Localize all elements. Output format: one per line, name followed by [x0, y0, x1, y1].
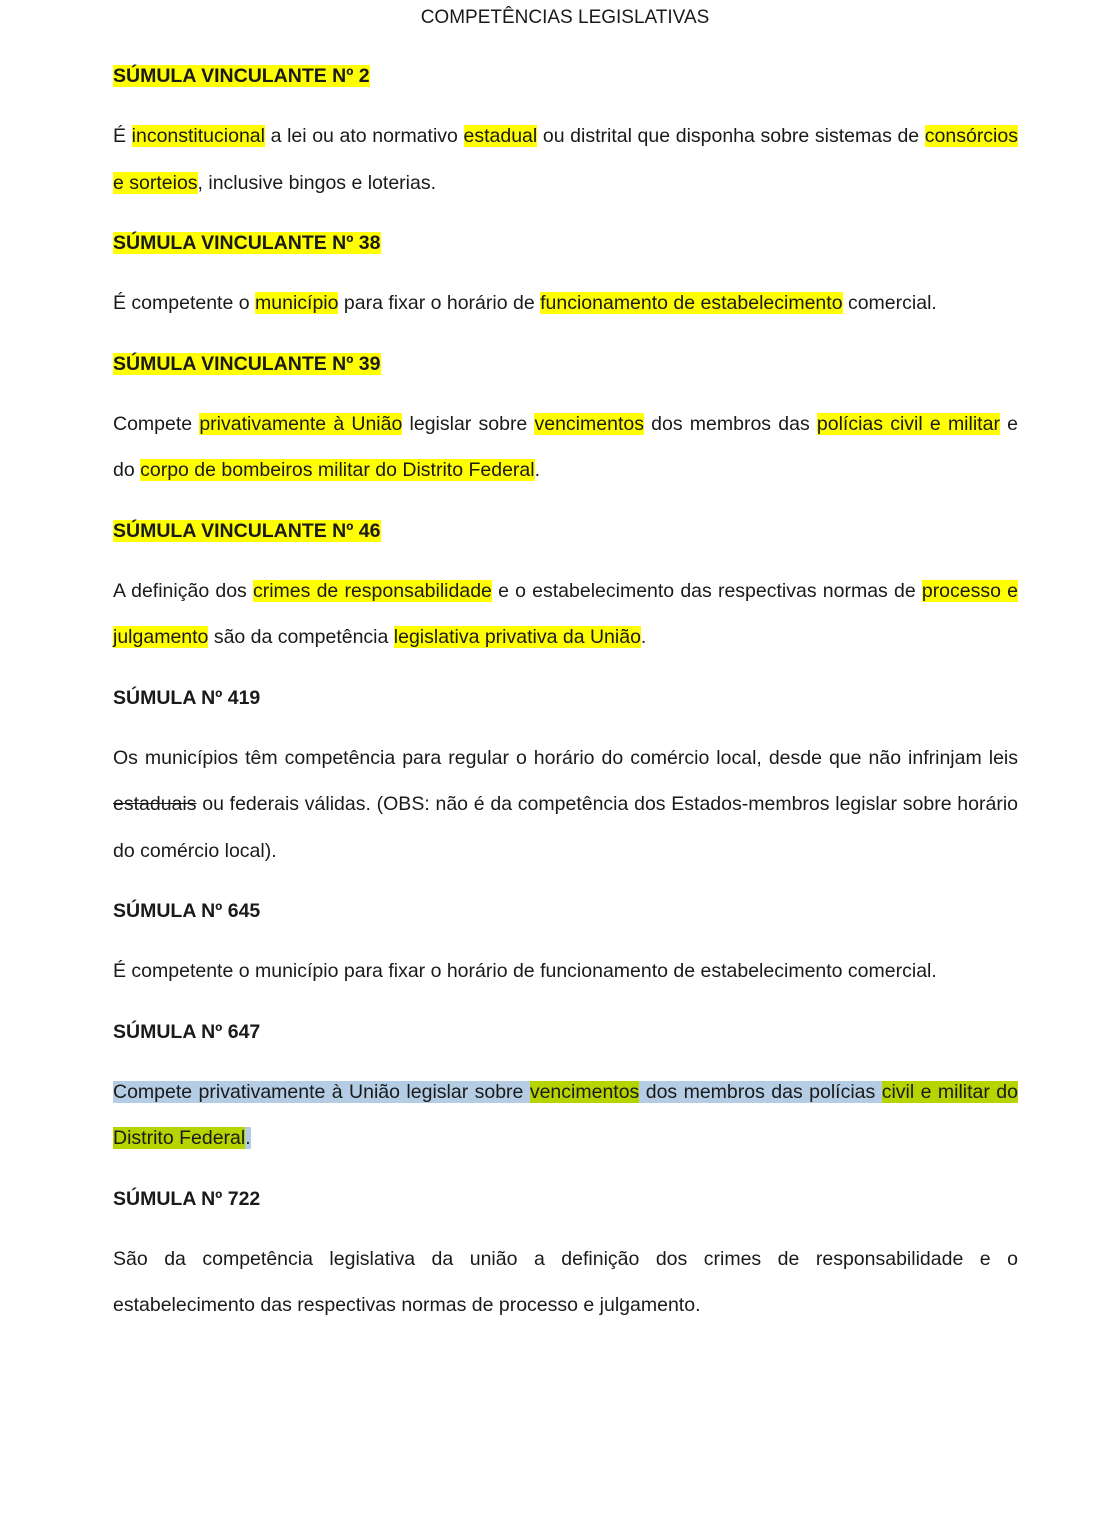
sumula-text — [113, 1236, 1018, 1329]
sumula-heading — [113, 508, 1018, 554]
paragraph-text — [113, 580, 1018, 649]
highlighted-text: vencimentos — [529, 1080, 640, 1103]
paragraph-text — [113, 292, 937, 314]
sumula-text — [113, 568, 1018, 661]
text-run: É competente o município para fixar o horário de funcionamento de estabelecimento comercial. — [113, 960, 937, 982]
struck-text: estaduais — [113, 793, 197, 815]
document-body[interactable] — [113, 53, 1018, 1343]
document-title: COMPETÊNCIAS LEGISLATIVAS — [420, 7, 710, 28]
highlighted-text: polícias civil e militar — [816, 412, 1000, 435]
sumula-heading-text: SÚMULA VINCULANTE Nº 46 — [113, 519, 381, 542]
sumula-heading-text: SÚMULA VINCULANTE Nº 2 — [113, 65, 370, 87]
sumula-heading — [113, 220, 1018, 266]
text-run: São da competência legislativa da união a definição dos crimes de responsabilidade e o estabelecimento das respectivas normas de processo e julgamento. — [113, 1247, 1018, 1316]
highlighted-text: consórcios e sorteios — [113, 125, 1018, 194]
highlighted-text: inconstitucional — [131, 125, 265, 147]
text-selection — [113, 1081, 1018, 1150]
paragraph-text — [113, 1248, 1018, 1317]
highlighted-text: funcionamento de estabelecimento — [540, 292, 843, 314]
text-run: Os municípios têm competência para regular o horário do comércio local, desde que não infrinjam leis — [113, 746, 1018, 769]
sumula-heading-text: SÚMULA Nº 419 — [113, 686, 261, 709]
highlighted-text: município — [255, 292, 339, 314]
text-run: comercial. — [842, 292, 937, 314]
text-run: Compete privativamente à União legislar sobre — [113, 1080, 530, 1103]
text-run: legislar sobre — [402, 412, 535, 435]
text-run: É competente o — [113, 292, 256, 314]
text-run: A definição dos — [113, 579, 253, 602]
sumula-heading — [113, 888, 1018, 934]
highlighted-text: crimes de responsabilidade — [252, 579, 492, 602]
text-run: e do — [113, 412, 1018, 481]
text-run: , inclusive bingos e loterias. — [197, 171, 437, 194]
sumula-heading — [113, 341, 1018, 387]
text-run: são da competência — [208, 626, 394, 648]
sumula-heading — [113, 1176, 1018, 1222]
text-run: É — [113, 125, 132, 147]
sumula-text — [113, 401, 1018, 494]
paragraph-text — [113, 747, 1018, 862]
sumula-heading-text: SÚMULA VINCULANTE Nº 38 — [113, 232, 381, 254]
highlighted-text: civil e militar do Distrito Federal — [113, 1080, 1018, 1149]
text-run: ou distrital que disponha sobre sistemas de — [537, 125, 925, 147]
sumula-heading-text: SÚMULA Nº 722 — [113, 1187, 261, 1210]
sumula-heading-text: SÚMULA Nº 645 — [113, 900, 261, 922]
text-run: a lei ou ato normativo — [264, 125, 464, 147]
text-run: ou federais válidas. (OBS: não é da competência dos Estados-membros legislar sobre horário do comércio local). — [113, 793, 1018, 862]
sumula-text — [113, 1069, 1018, 1162]
text-run: dos membros das polícias — [639, 1080, 882, 1103]
sumula-heading — [113, 1009, 1018, 1055]
sumula-heading — [113, 675, 1018, 721]
sumula-heading-text: SÚMULA Nº 647 — [113, 1020, 261, 1043]
paragraph-text — [113, 125, 1018, 194]
highlighted-text: vencimentos — [534, 412, 644, 435]
text-run: . — [245, 1127, 251, 1149]
highlighted-text: estadual — [463, 125, 538, 147]
text-run: dos membros das — [643, 412, 817, 435]
highlighted-text: legislativa privativa da União — [393, 626, 641, 648]
sumula-heading-text: SÚMULA VINCULANTE Nº 39 — [113, 352, 381, 375]
text-run: . — [640, 626, 647, 648]
text-run: e o estabelecimento das respectivas normas de — [491, 579, 922, 602]
highlighted-text: privativamente à União — [199, 412, 403, 435]
sumula-text — [113, 735, 1018, 875]
text-run: Compete — [113, 412, 200, 435]
text-run: para fixar o horário de — [338, 292, 541, 314]
highlighted-text: processo e julgamento — [113, 579, 1018, 648]
sumula-text — [113, 948, 1018, 995]
paragraph-text — [113, 413, 1018, 482]
paragraph-text — [113, 960, 937, 982]
sumula-text — [113, 280, 1018, 327]
sumula-heading — [113, 53, 1018, 99]
highlighted-text: corpo de bombeiros militar do Distrito Federal — [140, 459, 535, 481]
sumula-text — [113, 113, 1018, 206]
text-run: . — [534, 459, 541, 481]
